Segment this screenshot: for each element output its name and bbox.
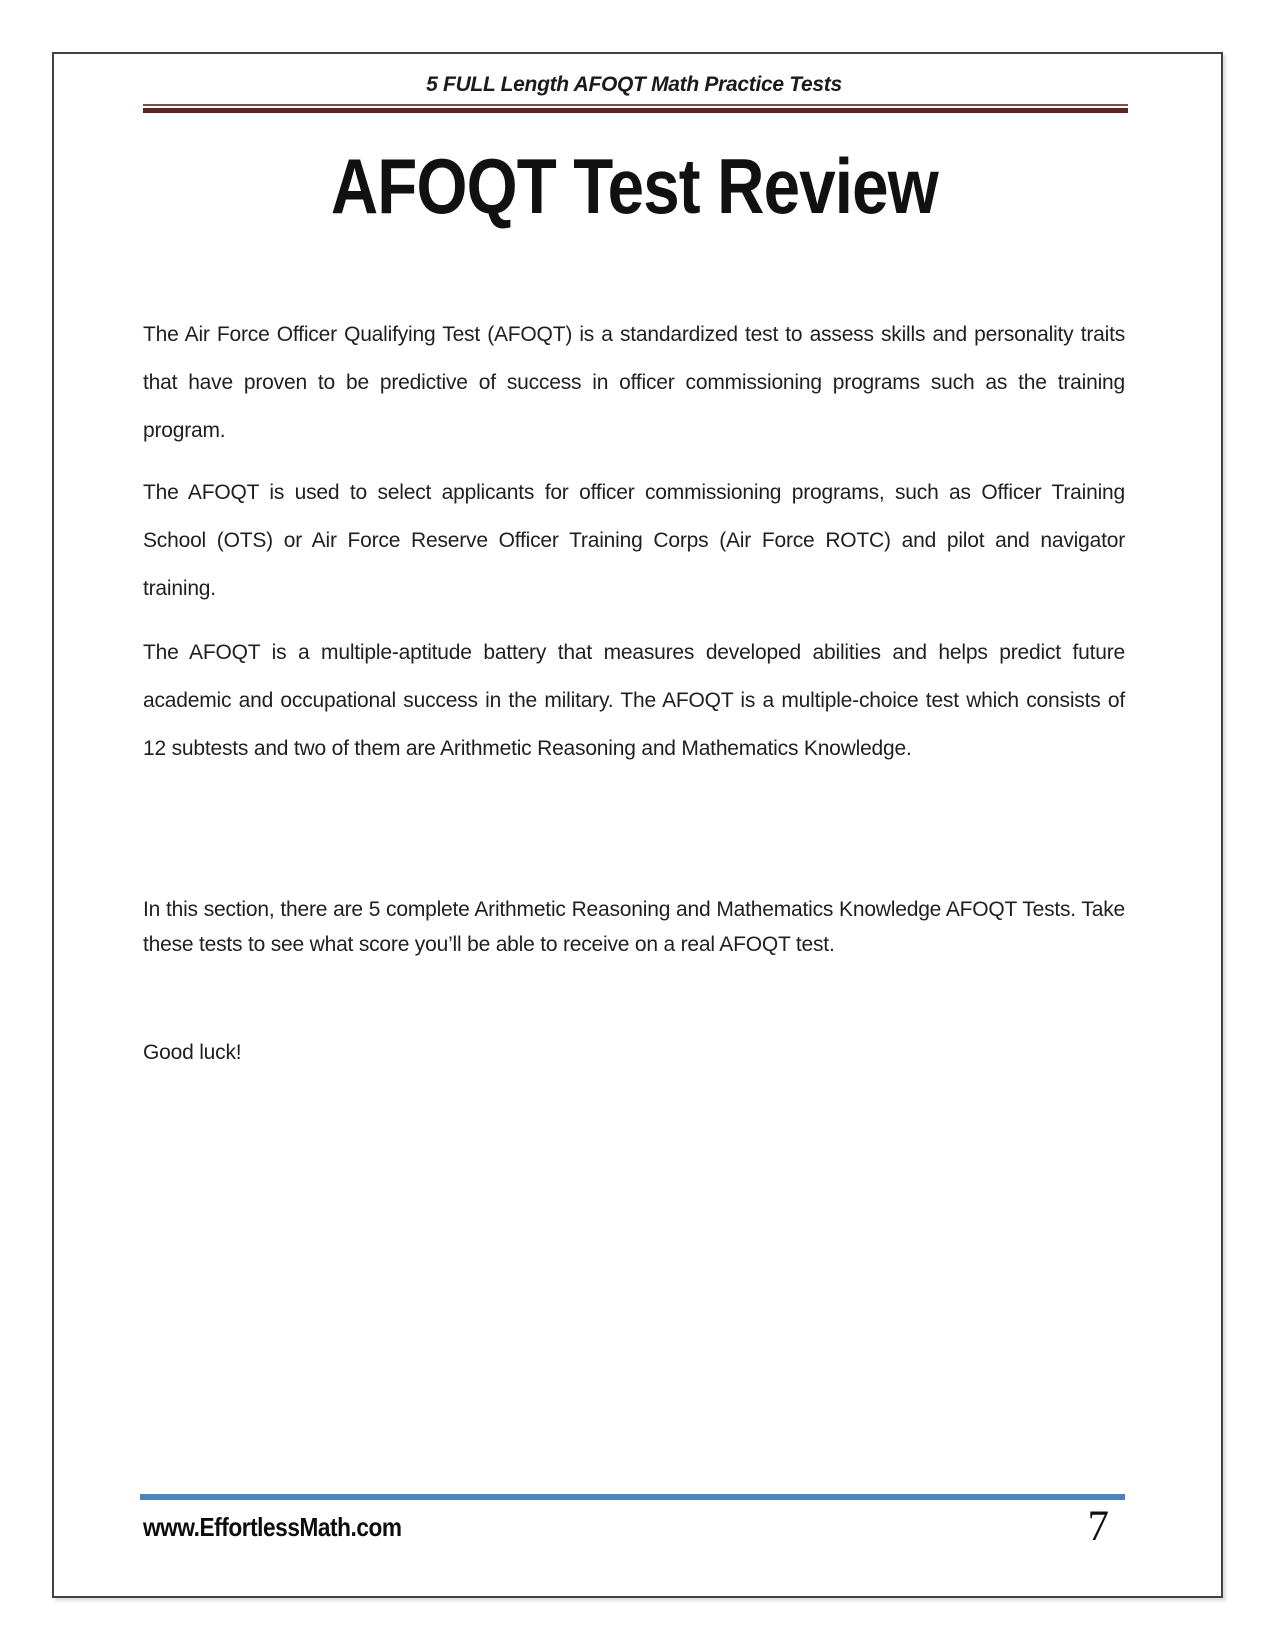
page-border [52,52,1223,1598]
footer-website: www.EffortlessMath.com [143,1512,402,1542]
page-title-text: AFOQT Test Review [330,142,938,230]
footer-rule [140,1494,1125,1500]
body-paragraph-1: The Air Force Officer Qualifying Test (AFOQT) is a standardized test to assess skills and personality traits that have proven to be predictive of success in officer commissioning programs such as the training program. [143,323,1125,442]
body-paragraph-2: The AFOQT is used to select applicants for officer commissioning programs, such as Officer Training School (OTS) or Air Force Reserve Officer Training Corps (Air Force ROTC) and pilot and navigator training. [143,481,1125,600]
header-rule-thick-line [143,108,1128,113]
closing-text: Good luck! [143,1041,242,1064]
running-header-title: 5 FULL Length AFOQT Math Practice Tests [426,73,842,96]
body-paragraph-4: In this section, there are 5 complete Arithmetic Reasoning and Mathematics Knowledge AFOQT Tests. Take these tests to see what score you’ll be able to receive on a real AFOQT test. [143,898,1125,956]
page-title [143,142,1125,234]
page-number: 7 [1087,1503,1109,1550]
header-rule [143,104,1128,113]
body-paragraph-3: The AFOQT is a multiple-aptitude battery that measures developed abilities and helps predict future academic and occupational success in the military. The AFOQT is a multiple-choice test which consists of 12 subtests and two of them are Arithmetic Reasoning and Mathematics Knowledge. [143,641,1125,760]
